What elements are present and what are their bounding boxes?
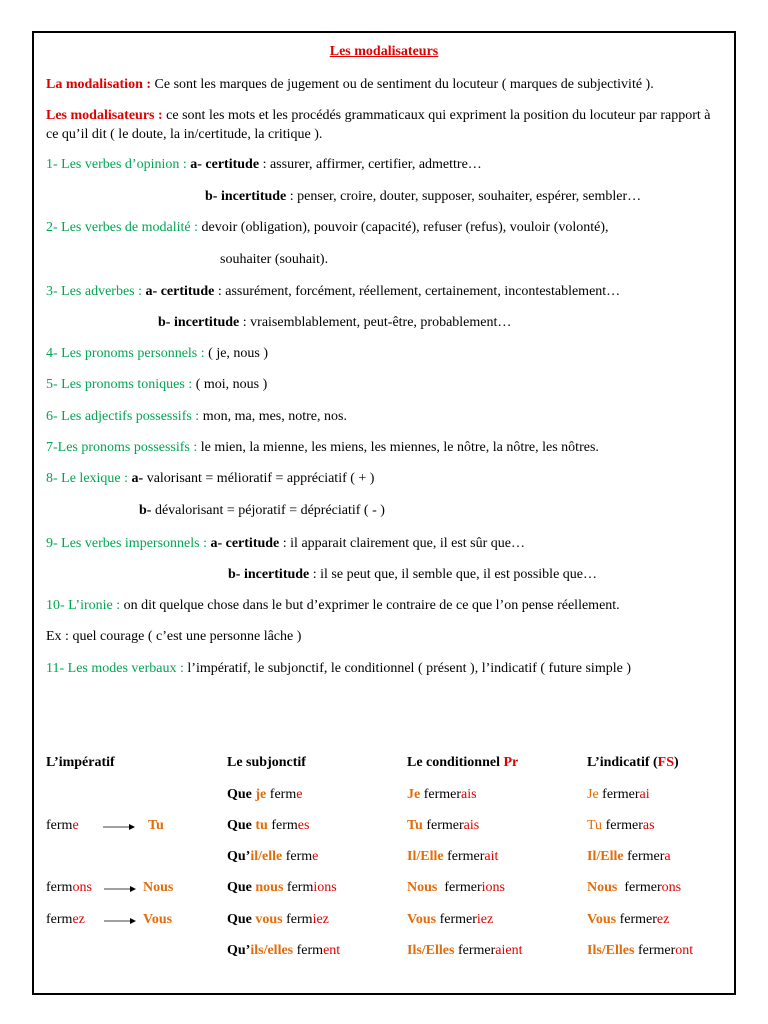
que: Qu’ (227, 849, 251, 864)
verb-ending: a (664, 849, 671, 864)
item-key: a- (131, 471, 144, 486)
arrow-right-icon (104, 916, 136, 926)
item-5 (46, 376, 267, 394)
item-10-example: Ex : quel courage ( c’est une personne lâche ) (46, 629, 302, 644)
item-text: : il se peut que, il semble que, il est possible que… (309, 567, 597, 582)
item-8 (46, 470, 374, 488)
verb-stem: fermer (617, 880, 662, 895)
pronoun: je (255, 787, 267, 802)
verb-stem: fermer (616, 912, 657, 927)
verb-stem: ferm (46, 818, 73, 833)
item-9-b (228, 566, 597, 584)
item-text: ( moi, nous ) (195, 377, 268, 392)
item-text: mon, ma, mes, notre, nos. (202, 409, 347, 424)
item-2-cont: souhaiter (souhait). (220, 252, 329, 267)
verb-ending: ont (675, 943, 694, 958)
pronoun: Nous (587, 880, 618, 895)
item-7 (46, 439, 599, 457)
que: Que (227, 880, 256, 895)
item-text: : il apparait clairement que, il est sûr que… (279, 536, 525, 551)
verb-ending: iez (476, 912, 494, 927)
verb-stem: ferm (46, 880, 73, 895)
table-header-conditionnel (407, 754, 518, 772)
verb-ending: ons (72, 880, 92, 895)
item-label: 3- Les adverbes : (46, 284, 146, 299)
header-close: ) (674, 755, 679, 770)
item-key: b- incertitude (228, 567, 310, 582)
verb-stem: fermer (420, 787, 462, 802)
pronoun: Nous (407, 880, 438, 895)
pronoun: vous (255, 912, 283, 927)
que: Qu’ (227, 943, 251, 958)
item-label: 1- Les verbes d’opinion : (46, 157, 191, 172)
item-text: valorisant = mélioratif = appréciatif ( + ) (143, 471, 375, 486)
verb-stem: fermer (422, 818, 464, 833)
item-label: 10- L’ironie : (46, 598, 124, 613)
item-text: : assurément, forcément, réellement, certainement, incontestablement… (214, 284, 621, 299)
verb-stem: ferm (282, 912, 313, 927)
verb-ending: as (642, 818, 655, 833)
definition-term: Les modalisateurs : (46, 108, 163, 123)
item-11 (46, 660, 631, 678)
indicatif-row (587, 911, 669, 929)
header-tag: Pr (503, 755, 519, 770)
item-label: 2- Les verbes de modalité : (46, 220, 202, 235)
verb-ending: ait (484, 849, 499, 864)
item-9 (46, 535, 525, 553)
verb-stem: fermer (443, 849, 485, 864)
verb-ending: ais (463, 818, 480, 833)
pronoun: Vous (407, 912, 437, 927)
indicatif-row (587, 786, 650, 804)
conditionnel-row (407, 942, 523, 960)
pronoun: tu (255, 818, 268, 833)
verb-ending: iez (312, 912, 329, 927)
conditionnel-row (407, 848, 498, 866)
item-key: a- certitude (210, 536, 280, 551)
item-label: 11- Les modes verbaux : (46, 661, 188, 676)
verb-ending: aient (495, 943, 523, 958)
imperatif-row (46, 879, 92, 897)
imperatif-row (46, 911, 85, 929)
item-key: b- incertitude (158, 315, 240, 330)
indicatif-row (587, 817, 655, 835)
item-label: 4- Les pronoms personnels : (46, 346, 209, 361)
verb-stem: fermer (602, 818, 643, 833)
definition-modalisation (46, 75, 726, 94)
header-tag: FS (657, 755, 674, 770)
header-label: L’indicatif ( (587, 755, 658, 770)
item-label: 7-Les pronoms possessifs : (46, 440, 201, 455)
indicatif-row (587, 879, 681, 897)
pronoun: Je (407, 787, 421, 802)
definition-text: ce sont les mots et les procédés grammaticaux qui expriment la position du locuteur par rapport à ce qu’il dit ( le doute, la in/certitude, la critique ). (46, 108, 711, 142)
pronoun: Tu (407, 818, 423, 833)
definition-text: Ce sont les marques de jugement ou de sentiment du locuteur ( marques de subjectivité ). (151, 77, 654, 92)
verb-stem: ferm (283, 880, 314, 895)
conditionnel-row (407, 817, 479, 835)
item-1 (46, 156, 482, 174)
imperatif-pronoun: Nous (143, 880, 174, 895)
subjonctif-row (227, 942, 340, 960)
verb-stem: fermer (598, 787, 640, 802)
verb-stem: fermer (454, 943, 496, 958)
conditionnel-row (407, 879, 505, 897)
pronoun: ils/elles (250, 943, 294, 958)
verb-ending: ions (481, 880, 506, 895)
table-header-imperatif: L’impératif (46, 755, 115, 770)
header-label: Le conditionnel (407, 755, 504, 770)
definition-modalisateurs (46, 106, 726, 144)
pronoun: Je (587, 787, 599, 802)
pronoun: Tu (587, 818, 603, 833)
item-3 (46, 283, 620, 301)
subjonctif-row (227, 817, 309, 835)
verb-ending: ez (72, 912, 85, 927)
verb-stem: fermer (623, 849, 665, 864)
item-label: 5- Les pronoms toniques : (46, 377, 196, 392)
conditionnel-row (407, 786, 477, 804)
verb-stem: ferm (293, 943, 324, 958)
pronoun: Ils/Elles (587, 943, 635, 958)
imperatif-pronoun: Vous (143, 912, 173, 927)
item-key: a- certitude (190, 157, 260, 172)
item-key: a- certitude (145, 284, 215, 299)
item-text: dévalorisant = péjoratif = dépréciatif ( - ) (151, 503, 385, 518)
definition-term: La modalisation : (46, 77, 152, 92)
item-key: b- incertitude (205, 189, 287, 204)
arrow-right-icon (104, 884, 136, 894)
verb-stem: fermer (436, 912, 477, 927)
imperatif-pronoun: Tu (148, 818, 164, 833)
verb-ending: ons (661, 880, 682, 895)
item-label: 8- Le lexique : (46, 471, 132, 486)
item-4 (46, 345, 268, 363)
item-text: on dit quelque chose dans le but d’exprimer le contraire de ce que l’on pense réellement. (123, 598, 620, 613)
pronoun: Il/Elle (407, 849, 444, 864)
item-key: b- (139, 503, 152, 518)
subjonctif-row (227, 848, 318, 866)
que: Que (227, 818, 256, 833)
verb-ending: ais (461, 787, 477, 802)
verb-stem: ferm (266, 787, 297, 802)
item-text: l’impératif, le subjonctif, le conditionnel ( présent ), l’indicatif ( future simple ) (187, 661, 631, 676)
indicatif-row (587, 942, 693, 960)
verb-stem: ferm (46, 912, 73, 927)
verb-ending: es (297, 818, 310, 833)
imperatif-row (46, 817, 79, 835)
table-header-subjonctif: Le subjonctif (227, 755, 306, 770)
item-10 (46, 597, 620, 615)
verb-stem: ferm (282, 849, 313, 864)
subjonctif-row (227, 911, 329, 929)
item-text: le mien, la mienne, les miens, les miennes, le nôtre, la nôtre, les nôtres. (200, 440, 599, 455)
pronoun: Vous (587, 912, 617, 927)
verb-ending: e (72, 818, 79, 833)
pronoun: nous (255, 880, 284, 895)
pronoun: Il/Elle (587, 849, 624, 864)
item-3-b (158, 314, 511, 332)
indicatif-row (587, 848, 671, 866)
verb-ending: ez (656, 912, 670, 927)
verb-ending: ions (313, 880, 337, 895)
que: Que (227, 787, 256, 802)
verb-stem: fermer (634, 943, 676, 958)
item-label: 6- Les adjectifs possessifs : (46, 409, 203, 424)
subjonctif-row (227, 786, 302, 804)
item-8-b (139, 502, 385, 520)
conditionnel-row (407, 911, 493, 929)
page-title: Les modalisateurs (329, 44, 439, 59)
item-label: 9- Les verbes impersonnels : (46, 536, 211, 551)
item-2 (46, 219, 609, 237)
subjonctif-row (227, 879, 337, 897)
item-6 (46, 408, 347, 426)
item-text: : vraisemblablement, peut-être, probablement… (239, 315, 512, 330)
table-header-indicatif (587, 754, 679, 772)
que: Que (227, 912, 256, 927)
pronoun: il/elle (250, 849, 283, 864)
item-text: ( je, nous ) (208, 346, 269, 361)
arrow-right-icon (103, 822, 135, 832)
verb-ending: ent (323, 943, 341, 958)
item-text: : penser, croire, douter, supposer, souhaiter, espérer, sembler… (286, 189, 642, 204)
verb-stem: ferm (267, 818, 298, 833)
verb-stem: fermer (437, 880, 482, 895)
verb-ending: e (312, 849, 319, 864)
verb-ending: ai (639, 787, 650, 802)
verb-ending: e (296, 787, 303, 802)
item-1-b (205, 188, 641, 206)
pronoun: Ils/Elles (407, 943, 455, 958)
item-text: devoir (obligation), pouvoir (capacité), refuser (refus), vouloir (volonté), (201, 220, 609, 235)
item-text: : assurer, affirmer, certifier, admettre… (259, 157, 482, 172)
